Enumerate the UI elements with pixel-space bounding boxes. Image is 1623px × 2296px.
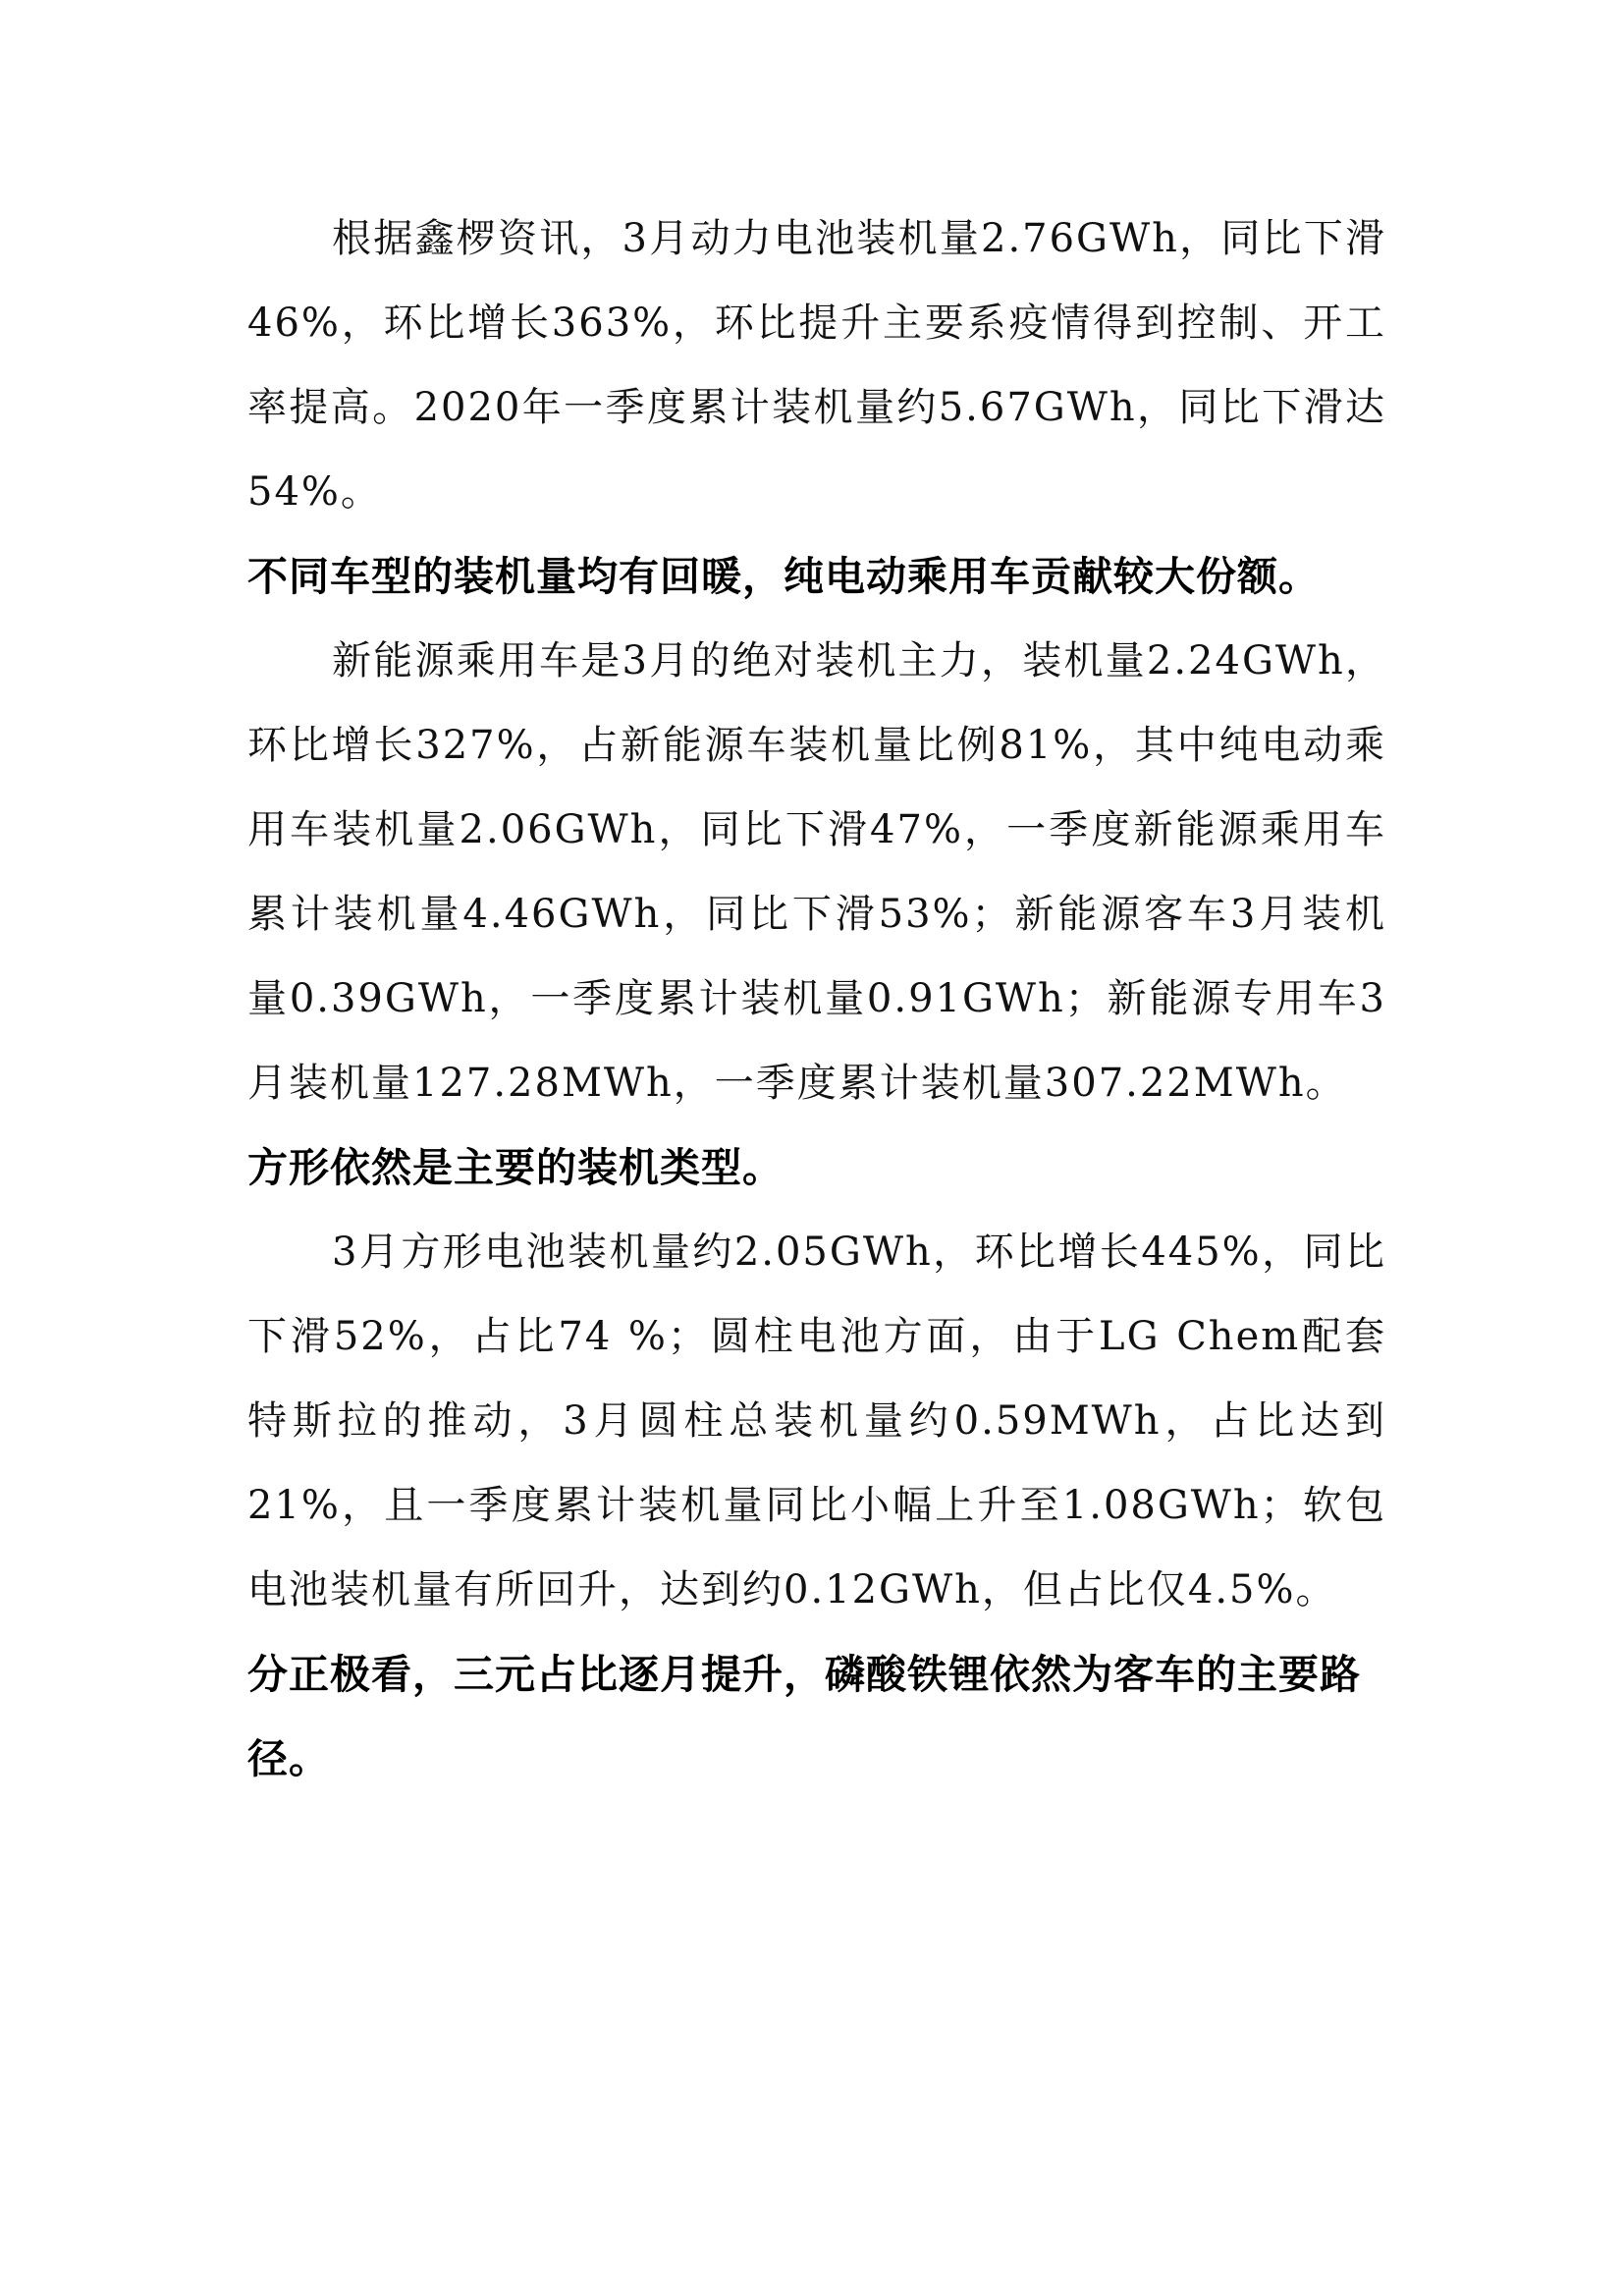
heading-cathode-materials: 分正极看，三元占比逐月提升，磷酸铁锂依然为客车的主要路径。 [247, 1651, 1361, 1782]
paragraph-battery-installation-overview: 根据鑫椤资讯，3月动力电池装机量2.76GWh，同比下滑46%，环比增长363%，环比提升主要系疫情得到控制、开工率提高。2020年一季度累计装机量约5.67GWh，同比下滑达54%。 [247, 216, 1386, 515]
heading-vehicle-types: 不同车型的装机量均有回暖，纯电动乘用车贡献较大份额。 [247, 553, 1320, 600]
heading-battery-shape: 方形依然是主要的装机类型。 [247, 1144, 784, 1191]
document-body [247, 196, 1386, 1801]
paragraph-vehicle-type-breakdown: 新能源乘用车是3月的绝对装机主力，装机量2.24GWh，环比增长327%，占新能源车装机量比例81%，其中纯电动乘用车装机量2.06GWh，同比下滑47%，一季度新能源乘用车累计装机量4.46GWh，同比下滑53%；新能源客车3月装机量0.39GWh，一季度累计装机量0.91GWh；新能源专用车3月装机量127.28MWh，一季度累计装机量307.22MWh。 [247, 638, 1386, 1106]
paragraph-battery-shape-breakdown: 3月方形电池装机量约2.05GWh，环比增长445%，同比下滑52%，占比74 %；圆柱电池方面，由于LG Chem配套特斯拉的推动，3月圆柱总装机量约0.59MWh，占比达到21%，且一季度累计装机量同比小幅上升至1.08GWh；软包电池装机量有所回升，达到约0.12GWh，但占比仅4.5%。 [247, 1230, 1386, 1613]
